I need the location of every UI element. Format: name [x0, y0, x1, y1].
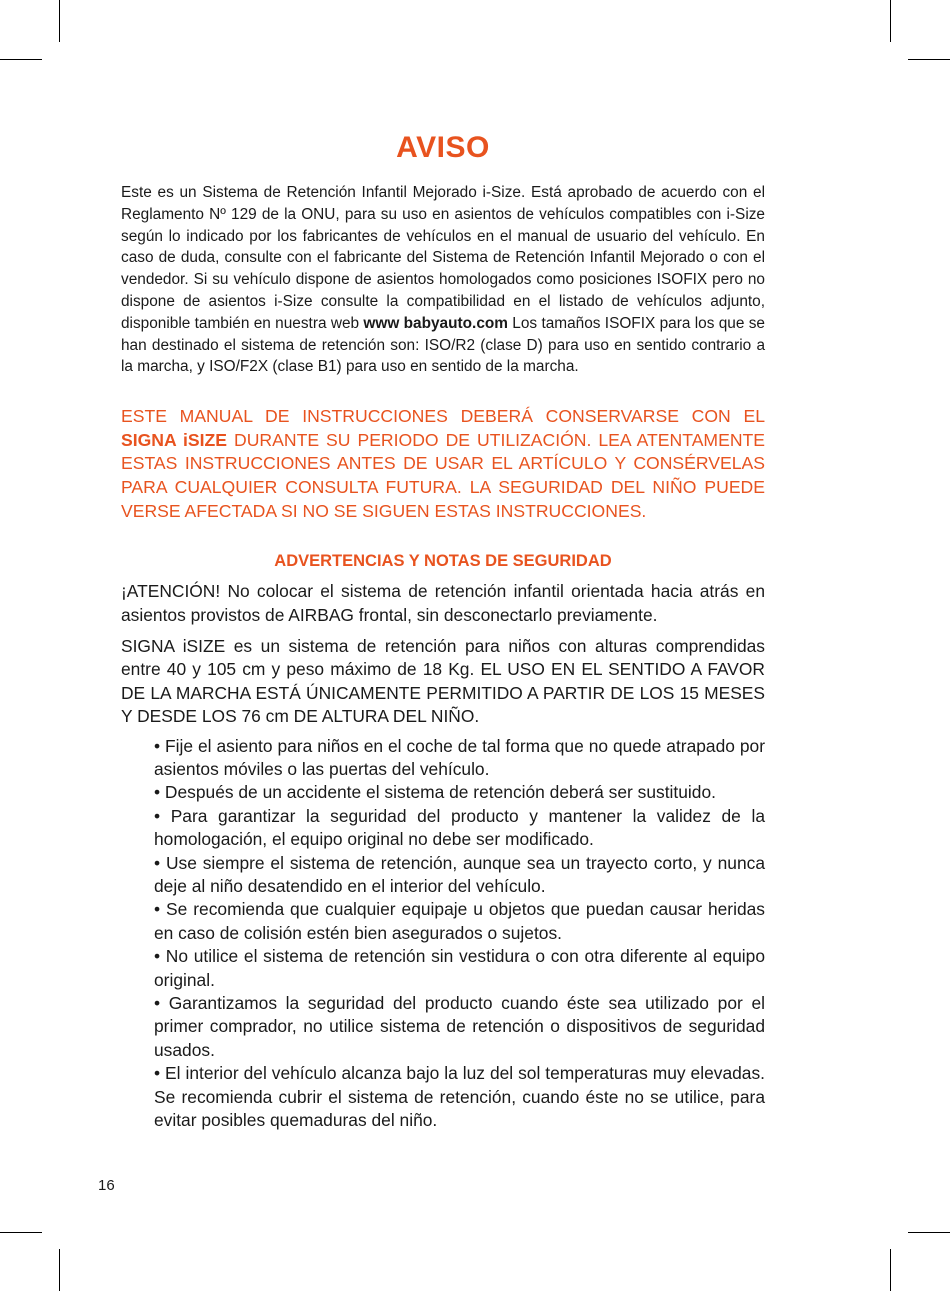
page-number: 16 — [98, 1177, 115, 1194]
list-item: • Después de un accidente el sistema de retención deberá ser sustituido. — [154, 782, 716, 803]
list-item: • No utilice el sistema de retención sin vestidura o con otra diferente al equipo original. — [154, 946, 765, 990]
list-item: • Use siempre el sistema de retención, aunque sea un trayecto corto, y nunca deje al niño desatendido en el interior del vehículo. — [154, 852, 765, 897]
crop-mark — [890, 0, 891, 42]
crop-mark — [59, 0, 60, 42]
list-item: • Se recomienda que cualquier equipaje u objetos que puedan causar heridas en caso de colisión estén bien asegurados o sujetos. — [154, 899, 765, 943]
website-link: www babyauto.com — [363, 314, 508, 332]
crop-mark — [0, 59, 42, 60]
warning-text-end: DURANTE SU PERIODO DE UTILIZACIÓN. LEA ATENTAMENTE ESTAS INSTRUCCIONES ANTES DE USAR EL ARTÍCULO Y CONSÉRVELAS PARA CUALQUIER CONSULTA FUTURA. LA SEGURIDAD DEL NIÑO PUEDE VERSE AFECTADA SI NO SE SIGUEN ESTAS INSTRUCCIONES. — [121, 429, 766, 521]
crop-mark — [0, 1232, 42, 1233]
page-title: AVISO — [396, 131, 490, 164]
warning-text: ESTE MANUAL DE INSTRUCCIONES DEBERÁ CONSERVARSE CON EL — [121, 406, 765, 427]
list-item: • Garantizamos la seguridad del producto cuando éste sea utilizado por el primer comprador, no utilice sistema de retención o dispositivos de seguridad usados. — [154, 993, 765, 1060]
product-name: SIGNA iSIZE — [121, 429, 228, 450]
intro-text: Este es un Sistema de Retención Infantil Mejorado i-Size. Está aprobado de acuerdo con el Reglamento Nº 129 de la ONU, para su uso en asientos de vehículos compatibles con i-Size según lo indicado por los fabricantes de vehículos en el manual de usuario del vehículo. En caso de duda, consulte con el fabricante del Sistema de Retención Infantil Mejorado o con el vendedor. Si su vehículo dispone de asientos homologados como posiciones ISOFIX pero no dispone de asientos i-Size consulte la compatibilidad en el listado de vehículos adjunto, disponible también en nuestra web — [121, 184, 765, 332]
crop-mark — [59, 1249, 60, 1291]
intro-paragraph — [121, 182, 765, 378]
list-item: • Fije el asiento para niños en el coche de tal forma que no quede atrapado por asientos móviles o las puertas del vehículo. — [154, 735, 765, 779]
intro-text-end: Los tamaños ISOFIX para los que se han destinado el sistema de retención son: ISO/R2 (clase D) para uso en sentido contrario a la marcha, y ISO/F2X (clase B1) para uso en sentido de la marcha. — [121, 314, 765, 376]
safety-list — [154, 735, 765, 1133]
crop-mark — [890, 1249, 891, 1291]
crop-mark — [908, 1232, 950, 1233]
section-title: ADVERTENCIAS Y NOTAS DE SEGURIDAD — [274, 552, 612, 571]
usage-paragraph: SIGNA iSIZE es un sistema de retención para niños con alturas comprendidas entre 40 y 105 cm y peso máximo de 18 Kg. EL USO EN EL SENTIDO A FAVOR DE LA MARCHA ESTÁ ÚNICAMENTE PERMITIDO A PARTIR DE LOS 15 MESES Y DESDE LOS 76 cm DE ALTURA DEL NIÑO. — [121, 635, 765, 727]
warning-paragraph — [121, 405, 765, 523]
crop-mark — [908, 59, 950, 60]
list-item: • El interior del vehículo alcanza bajo la luz del sol temperaturas muy elevadas. Se recomienda cubrir el sistema de retención, cuando éste no se utilice, para evitar posibles quemaduras del niño. — [154, 1063, 765, 1131]
list-item: • Para garantizar la seguridad del producto y mantener la validez de la homologación, el equipo original no debe ser modificado. — [154, 805, 765, 850]
attention-paragraph: ¡ATENCIÓN! No colocar el sistema de retención infantil orientada hacia atrás en asientos provistos de AIRBAG frontal, sin desconectarlo previamente. — [121, 581, 765, 625]
page-content — [121, 128, 765, 1132]
